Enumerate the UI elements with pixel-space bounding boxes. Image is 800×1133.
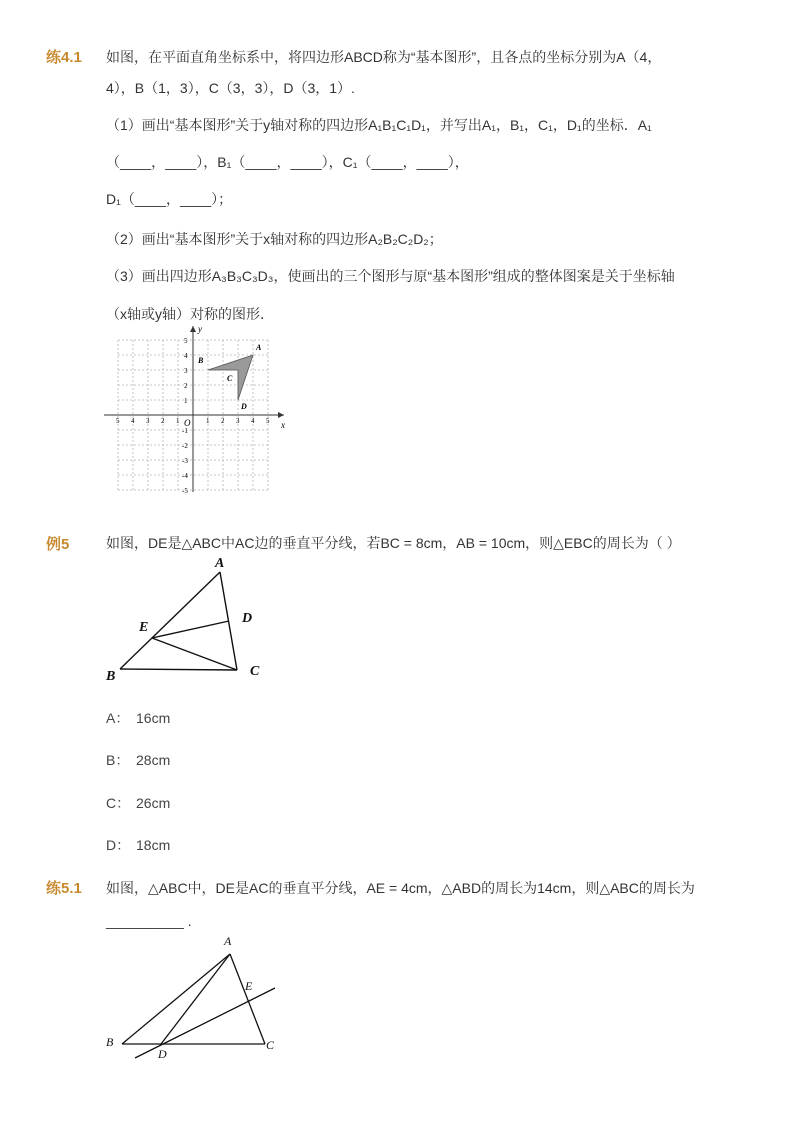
q41-text-line-8: （x轴或y轴）对称的图形． xyxy=(106,306,274,322)
vertex-label-a: A xyxy=(215,556,225,571)
exercise-tag-4-1: 练4.1 xyxy=(46,49,82,66)
x-tick: 4 xyxy=(251,417,255,425)
point-label-e: E xyxy=(139,620,149,635)
q51-question: 如图，△ABC中，DE是AC的垂直平分线，AE = 4cm，△ABD的周长为14cm，则△ABC的周长为 xyxy=(106,880,695,896)
point-label-b: B xyxy=(198,356,204,365)
option-letter: C： xyxy=(106,795,131,811)
segment-ad xyxy=(161,954,230,1044)
q41-text-line-3: （1）画出“基本图形”关于y轴对称的四边形A₁B₁C₁D₁，并写出A₁，B₁，C₁，D₁的坐标．A₁ xyxy=(106,117,652,133)
q41-text-line-6: （2）画出“基本图形”关于x轴对称的四边形A₂B₂C₂D₂； xyxy=(106,231,443,247)
exercise-tag-5-1: 练5.1 xyxy=(46,880,82,897)
x-tick: 3 xyxy=(236,417,240,425)
vertex-label-b: B xyxy=(106,669,116,684)
q41-text-line-7: （3）画出四边形A₃B₃C₃D₃，使画出的三个图形与原“基本图形”组成的整体图案是关于坐标轴 xyxy=(106,268,675,284)
x-tick: 2 xyxy=(221,417,225,425)
point-label-a: A xyxy=(256,343,262,352)
ex5-question: 如图，DE是△ABC中AC边的垂直平分线，若BC = 8cm，AB = 10cm，则△EBC的周长为（ ） xyxy=(106,535,681,551)
segment-ed xyxy=(152,621,229,638)
y-axis-arrow xyxy=(190,326,196,332)
q41-text-line-2: 4），B（1，3），C（3，3），D（3，1）. xyxy=(106,80,355,96)
x-tick: 1 xyxy=(176,417,180,425)
q41-text-line-5: D₁（____，____）； xyxy=(106,191,233,207)
y-tick: 5 xyxy=(184,337,188,345)
y-tick: 1 xyxy=(184,397,188,405)
side-bc xyxy=(120,669,237,670)
example-tag-5: 例5 xyxy=(46,536,70,553)
vertex-label-b: B xyxy=(106,1035,114,1049)
x-axis-arrow xyxy=(278,412,284,418)
option-text: 28cm xyxy=(136,752,171,768)
y-tick: -1 xyxy=(182,427,188,435)
origin-label: O xyxy=(184,418,191,428)
point-label-d: D xyxy=(158,1047,167,1061)
option-c[interactable] xyxy=(106,793,170,813)
x-axis-label: x xyxy=(281,420,285,430)
option-text: 26cm xyxy=(136,795,171,811)
y-tick: -2 xyxy=(182,442,188,450)
point-label-d: D xyxy=(242,611,253,626)
vertex-label-c: C xyxy=(250,664,260,679)
side-ac xyxy=(230,954,265,1044)
option-b[interactable] xyxy=(106,750,170,770)
side-ab xyxy=(120,572,220,669)
triangle-figure-q51 xyxy=(100,928,290,1068)
x-tick: 3 xyxy=(146,417,150,425)
x-tick: 5 xyxy=(116,417,120,425)
triangle-figure-ex5 xyxy=(100,552,270,687)
option-text: 18cm xyxy=(136,837,171,853)
point-label-d: D xyxy=(241,402,247,411)
option-letter: D： xyxy=(106,837,131,853)
x-tick: 5 xyxy=(266,417,270,425)
option-letter: B： xyxy=(106,752,130,768)
q51-answer-blank: __________ . xyxy=(106,913,192,929)
coordinate-grid-figure xyxy=(100,322,290,497)
y-tick: -3 xyxy=(182,457,188,465)
x-tick: 2 xyxy=(161,417,165,425)
x-tick: 4 xyxy=(131,417,135,425)
option-d[interactable] xyxy=(106,835,170,855)
vertex-label-a: A xyxy=(224,934,232,948)
y-tick: 2 xyxy=(184,382,188,390)
side-ab xyxy=(122,954,230,1044)
option-letter: A： xyxy=(106,710,130,726)
option-a[interactable] xyxy=(106,708,170,728)
x-tick: 1 xyxy=(206,417,210,425)
point-label-c: C xyxy=(227,374,233,383)
perpendicular-bisector-de xyxy=(135,988,275,1058)
y-axis-label: y xyxy=(198,324,202,334)
option-text: 16cm xyxy=(136,710,171,726)
point-label-e: E xyxy=(245,979,253,993)
q41-text-line-4: （____，____），B₁（____，____），C₁（____，____）， xyxy=(106,154,469,170)
y-tick: 4 xyxy=(184,352,188,360)
y-tick: -4 xyxy=(182,472,188,480)
y-tick: -5 xyxy=(182,487,188,495)
vertex-label-c: C xyxy=(266,1038,275,1052)
q41-text-line-1: 如图，在平面直角坐标系中，将四边形ABCD称为“基本图形”，且各点的坐标分别为A（4， xyxy=(106,49,662,65)
y-tick: 3 xyxy=(184,367,188,375)
segment-ec xyxy=(152,638,237,670)
